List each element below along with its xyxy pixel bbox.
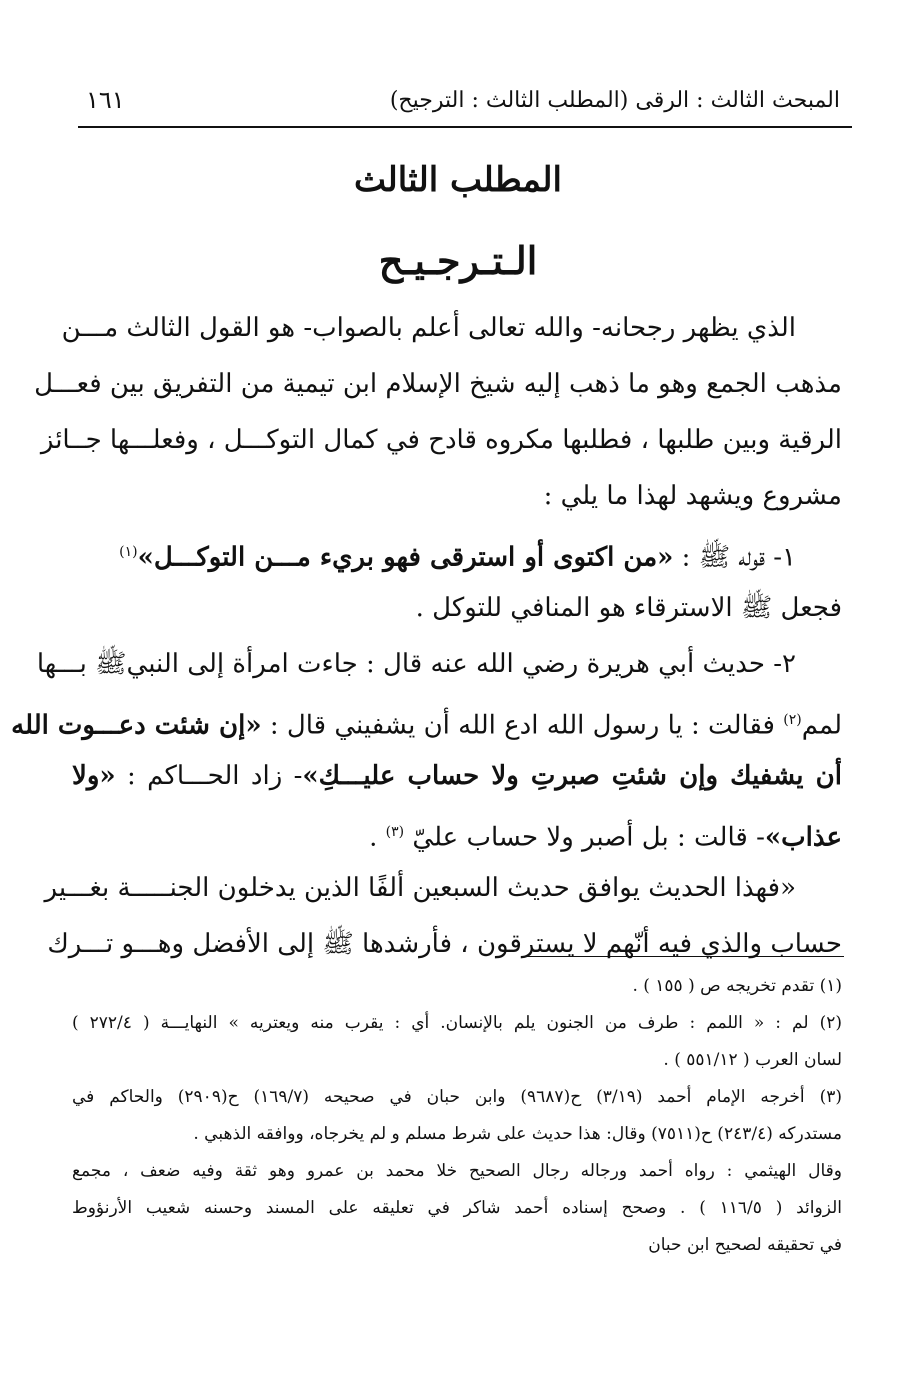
- body-text: [11, 300, 842, 972]
- footnote-3: (٣) أخرجه الإمام أحمد (٣/١٩) ح(٩٦٨٧) وابن حبان في صحيحه (١٦٩/٧) ح(٢٩٠٩) والحاكم في: [72, 1087, 842, 1107]
- footnote-3-cont: الزوائد ( ١١٦/٥ ) . وصحح إسناده أحمد شاكر في تعليقه على المسند وحسنه شعيب الأرنؤوط: [72, 1198, 842, 1218]
- paragraph-line: مشروع ويشهد لهذا ما يلي :: [543, 481, 842, 511]
- page-number: ١٦١: [86, 86, 125, 114]
- hadith-item-1: [72, 524, 842, 580]
- paragraph-line: [72, 748, 842, 804]
- paragraph-text: فقالت : يا رسول الله ادع الله أن يشفيني قال :: [261, 710, 784, 741]
- paragraph-line: [11, 692, 842, 748]
- item-number-text: ١- قوله ﷺ :: [673, 542, 796, 573]
- sub-title: الـتـرجـيـح: [378, 238, 538, 283]
- paragraph-text: - قالت : بل أصبر ولا حساب عليّ: [404, 822, 765, 853]
- section-title: المطلب الثالث: [353, 160, 562, 200]
- paragraph-line: حساب والذي فيه أنّهم لا يسترقون ، فأرشدها ﷺ إلى الأفضل وهـــو تـــرك: [47, 929, 842, 959]
- footnote-2: (٢) لم : « اللمم : طرف من الجنون يلم بالإنسان. أي : يقرب منه ويعتريه » النهايـــة ( ٢٧٢/٤ ): [72, 1013, 842, 1033]
- paragraph-text: - زاد الحـــاكم :: [115, 761, 303, 791]
- footnote-ref: (٢): [783, 712, 802, 728]
- hadith-quote: «إن شئت دعـــوت الله: [11, 710, 262, 741]
- paragraph-line: [72, 804, 842, 860]
- hadith-item-2: ٢- حديث أبي هريرة رضي الله عنه قال : جاءت امرأة إلى النبيﷺ بـــها: [36, 649, 796, 679]
- paragraph-text: .: [369, 822, 386, 853]
- paragraph-line: «فهذا الحديث يوافق حديث السبعين ألفًا الذين يدخلون الجنـــــة بغـــير: [44, 873, 796, 903]
- header-rule: [78, 126, 852, 128]
- footnote-3-cont: في تحقيقه لصحيح ابن حبان: [648, 1235, 842, 1255]
- footnote-3-cont: مستدركه (٢٤٣/٤) ح(٧٥١١) وقال: هذا حديث على شرط مسلم و لم يخرجاه، ووافقه الذهبي .: [193, 1124, 842, 1144]
- paragraph-line: الذي يظهر رجحانه- والله تعالى أعلم بالصواب- هو القول الثالث مـــن: [61, 313, 796, 343]
- footnote-rule: [524, 956, 844, 957]
- footnote-1: (١) تقدم تخريجه ص ( ١٥٥ ) .: [632, 976, 842, 996]
- hadith-quote: «من اكتوى أو استرقى فهو بريء مـــن التوكـــل»: [137, 542, 674, 573]
- running-header: [80, 82, 850, 126]
- word-text: لمم: [801, 710, 842, 741]
- footnote-2-cont: لسان العرب ( ٥٥١/١٢ ) .: [663, 1050, 842, 1070]
- hadith-quote: عذاب»: [764, 822, 842, 853]
- hadith-quote: «ولا: [72, 761, 116, 791]
- paragraph-line: الرقية وبين طلبها ، فطلبها مكروه قادح في كمال التوكـــل ، وفعلـــها جــائز: [40, 425, 842, 455]
- footnote-ref: (٣): [385, 824, 405, 840]
- footnotes: [72, 968, 842, 1264]
- paragraph-line: مذهب الجمع وهو ما ذهب إليه شيخ الإسلام ابن تيمية من التفريق بين فعـــل: [34, 369, 842, 399]
- header-title: المبحث الثالث : الرقى (المطلب الثالث : الترجيح): [389, 88, 840, 113]
- hadith-quote: أن يشفيك وإن شئتِ صبرتِ ولا حساب عليـــكِ»: [302, 761, 842, 791]
- footnote-3-cont: وقال الهيثمي : رواه أحمد ورجاله رجال الصحيح خلا محمد بن عمرو وهو ثقة وفيه ضعف ، مجمع: [72, 1161, 842, 1181]
- paragraph-line: فجعل ﷺ الاسترقاء هو المنافي للتوكل .: [415, 593, 842, 623]
- footnote-ref: (١): [119, 544, 138, 560]
